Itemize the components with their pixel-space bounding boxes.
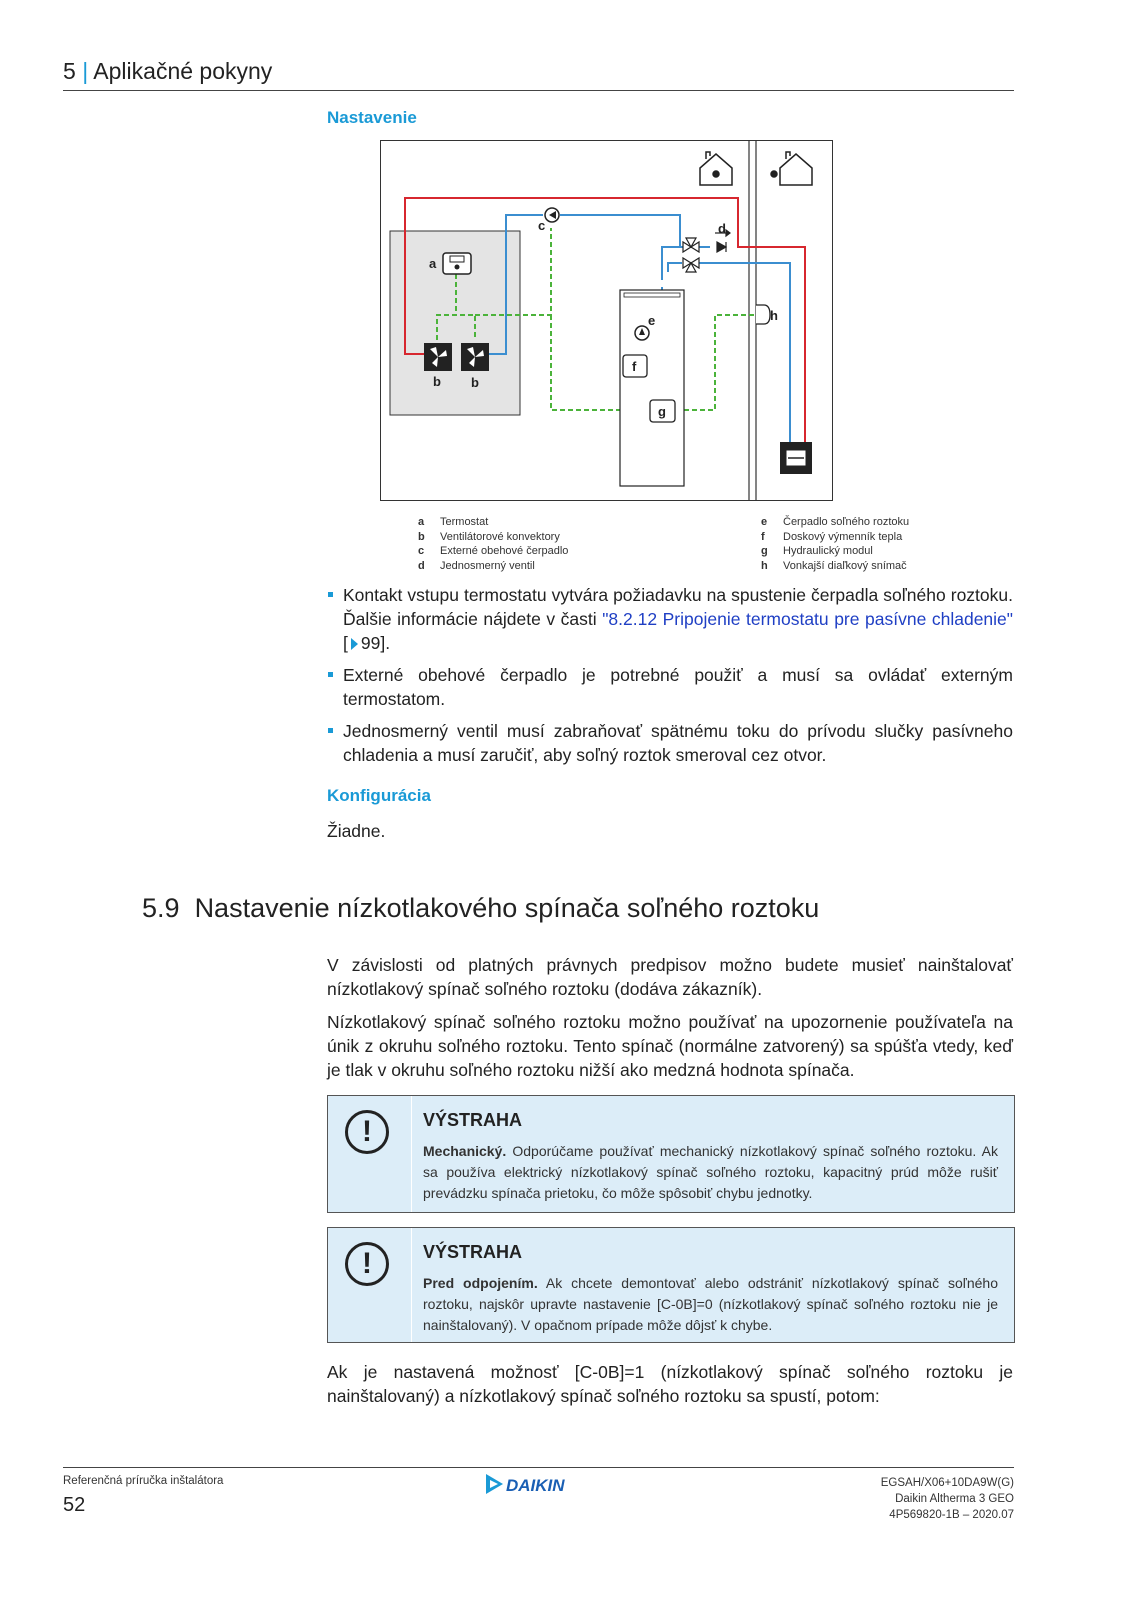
- label-h: h: [770, 308, 778, 323]
- legend-item: e Čerpadlo soľného roztoku: [761, 516, 910, 528]
- label-c: c: [538, 218, 546, 233]
- warning-text: Mechanický. Odporúčame používať mechanický nízkotlakový spínač soľného roztoku. Ak sa používa elektrický nízkotlakový spínač soľného roztoku, kapacitný prúd môže rušiť prevádzku spínača prietoku, čo môže spôsobiť chybu jednotky.: [423, 1143, 998, 1201]
- bullet-item: Externé obehové čerpadlo je potrebné použiť a musí sa ovládať externým termostatom.: [327, 663, 1013, 711]
- label-f: f: [632, 359, 637, 374]
- remote-sensor-icon: [756, 305, 770, 324]
- footer-doc-label: Referenčná príručka inštalátora: [63, 1475, 224, 1487]
- section-link[interactable]: "8.2.12 Pripojenie termostatu pre pasívne chladenie": [602, 609, 1013, 629]
- setup-bullet-list: [327, 583, 1013, 775]
- warning-icon-cell: [328, 1096, 412, 1212]
- section-title: [142, 893, 819, 924]
- legend-item: g Hydraulický modul: [761, 545, 873, 557]
- page-ref[interactable]: 99: [360, 633, 381, 653]
- bullet-item: Jednosmerný ventil musí zabraňovať spätnému toku do prívodu slučky pasívneho chladenia a musí zaručiť, aby soľný roztok smeroval cez otvor.: [327, 719, 1013, 767]
- chapter-title: Aplikačné pokyny: [93, 58, 273, 84]
- warning-title: VÝSTRAHA: [423, 1110, 523, 1130]
- logo-text: DAIKIN: [506, 1476, 565, 1495]
- legend-right: [761, 515, 909, 573]
- footer-divider: [63, 1467, 1014, 1468]
- daikin-logo: [485, 1472, 595, 1501]
- configuration-heading: Konfigurácia: [327, 786, 431, 805]
- section-number: 5.9: [142, 893, 180, 923]
- warning-icon-cell: [328, 1228, 412, 1342]
- footer-doc-code: 4P569820-1B – 2020.07: [889, 1509, 1014, 1521]
- page-number: 52: [63, 1494, 86, 1516]
- warning-box-2: [327, 1227, 1015, 1343]
- label-b-2: b: [471, 375, 479, 390]
- header-divider: [63, 90, 1014, 91]
- bullet-item: Kontakt vstupu termostatu vytvára požiadavku na spustenie čerpadla soľného roztoku. Ďalšie informácie nájdete v časti "8.2.12 Pripojenie termostatu pre pasívne chladenie" [ 99].: [327, 583, 1013, 655]
- legend-item: a Termostat: [418, 516, 489, 528]
- label-g: g: [658, 404, 666, 419]
- warning-title: VÝSTRAHA: [423, 1242, 523, 1262]
- warning-box-1: [327, 1095, 1015, 1213]
- legend-item: d Jednosmerný ventil: [418, 559, 535, 572]
- chapter-header: [63, 58, 272, 85]
- legend-item: h Vonkajší diaľkový snímač: [761, 559, 907, 572]
- installation-diagram: [380, 140, 833, 501]
- section-paragraph-3: Ak je nastavená možnosť [C-0B]=1 (nízkotlakový spínač soľného roztoku je nainštalovaný) a nízkotlakový spínač soľného roztoku sa spustí, potom:: [327, 1362, 1013, 1406]
- configuration-text: Žiadne.: [327, 821, 386, 841]
- label-a: a: [429, 256, 437, 271]
- setup-heading: Nastavenie: [327, 108, 417, 127]
- legend-left: [418, 515, 568, 573]
- section-paragraph-2: Nízkotlakový spínač soľného roztoku možno používať na upozornenie používateľa na únik z okruhu soľného roztoku. Tento spínač (normálne zatvorený) sa spúšťa vtedy, keď je tlak v okruhu soľného roztoku nižší ako medzná hodnota spínača.: [327, 1012, 1013, 1080]
- page-ref-arrow-icon[interactable]: [351, 638, 358, 650]
- section-title-text: Nastavenie nízkotlakového spínača soľného roztoku: [194, 893, 820, 923]
- header-separator: |: [82, 58, 89, 84]
- footer-doc-info: [881, 1475, 1014, 1523]
- chapter-number: 5: [63, 58, 76, 84]
- legend-item: b Ventilátorové konvektory: [418, 530, 560, 543]
- section-paragraph-1: V závislosti od platných právnych predpisov možno budete musieť nainštalovať nízkotlakový spínač soľného roztoku (dodáva zákazník).: [327, 955, 1013, 999]
- warning-text: Pred odpojením. Ak chcete demontovať alebo odstrániť nízkotlakový spínač soľného roztoku, najskôr upravte nastavenie [C-0B]=0 (nízkotlakový spínač soľného roztoku nie je nainštalovaný). V opačnom prípade môže dôjsť k chybe.: [423, 1275, 998, 1333]
- label-e: e: [648, 313, 656, 328]
- footer-model: EGSAH/X06+10DA9W(G): [880, 1477, 1014, 1489]
- legend-item: c Externé obehové čerpadlo: [418, 545, 569, 557]
- exclamation-icon: !: [345, 1242, 389, 1286]
- footer-product: Daikin Altherma 3 GEO: [895, 1493, 1014, 1505]
- legend-item: f Doskový výmenník tepla: [761, 530, 903, 543]
- label-b-1: b: [433, 374, 441, 389]
- exclamation-icon: !: [345, 1110, 389, 1154]
- label-d: d: [718, 221, 726, 236]
- daikin-logo-mark-icon: [485, 1472, 595, 1496]
